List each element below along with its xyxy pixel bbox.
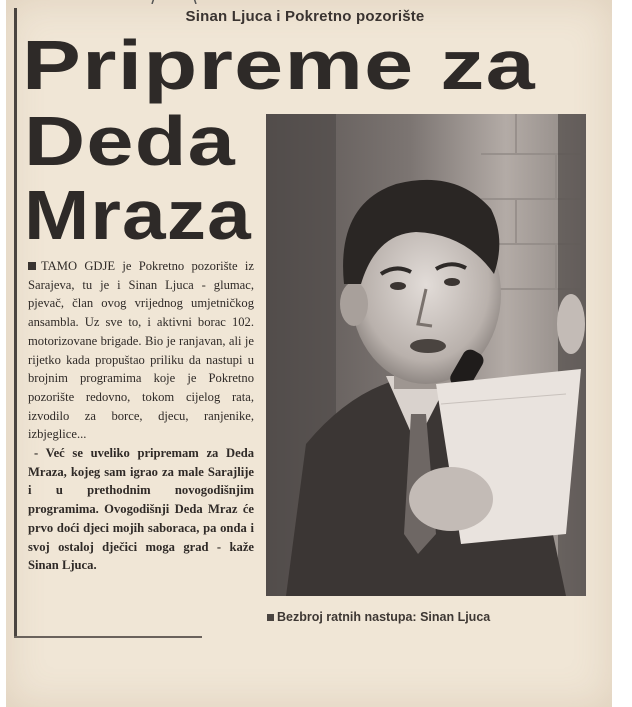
column-rule-bottom: [14, 636, 202, 638]
photo-caption: [267, 610, 490, 624]
article-kicker: Sinan Ljuca i Pokretno pozorište: [185, 8, 425, 25]
article-photo: [266, 114, 586, 596]
photo-portrait-illustration: [266, 114, 586, 596]
square-bullet-icon: [267, 614, 274, 621]
headline-line-3: Mraza: [24, 176, 252, 254]
clipping-edge-marks: [148, 0, 208, 4]
article-body: [28, 257, 254, 575]
body-paragraph-2: - Već se uveliko pripremam za Deda Mraza, kojeg sam igrao za male Sarajlije i u prethodnim novogodišnjim programima. Ovogodišnji Deda Mraz će prvo doći djeci mojih saboraca, pa onda i svoj ostaloj dječici moga grad - kaže Sinan Ljuca.: [28, 446, 254, 573]
photo-caption-text: Bezbroj ratnih nastupa: Sinan Ljuca: [277, 610, 491, 624]
body-paragraph-1-text: TAMO GDJE je Pokretno pozorište iz Sarajeva, tu je i Sinan Ljuca - glumac, pjevač, član ovog vrijednog umjetničkog ansambla. Uz sve to, i aktivni borac 102. motorizovane brigade. Bio je ranjavan, ali je rijetko kada propuštao priliku da nastupi u brojnim programima koje je Pokretno pozorište redovno, tokom cijelog rata, izvodilo za borce, djecu, ranjenike, izbjeglice...: [28, 259, 254, 442]
square-bullet-icon: [28, 262, 36, 270]
headline-line-2: Deda: [24, 102, 236, 180]
body-paragraph-1: [28, 257, 254, 444]
headline-line-1: Pripreme za: [22, 26, 536, 104]
column-rule-left: [14, 8, 17, 636]
